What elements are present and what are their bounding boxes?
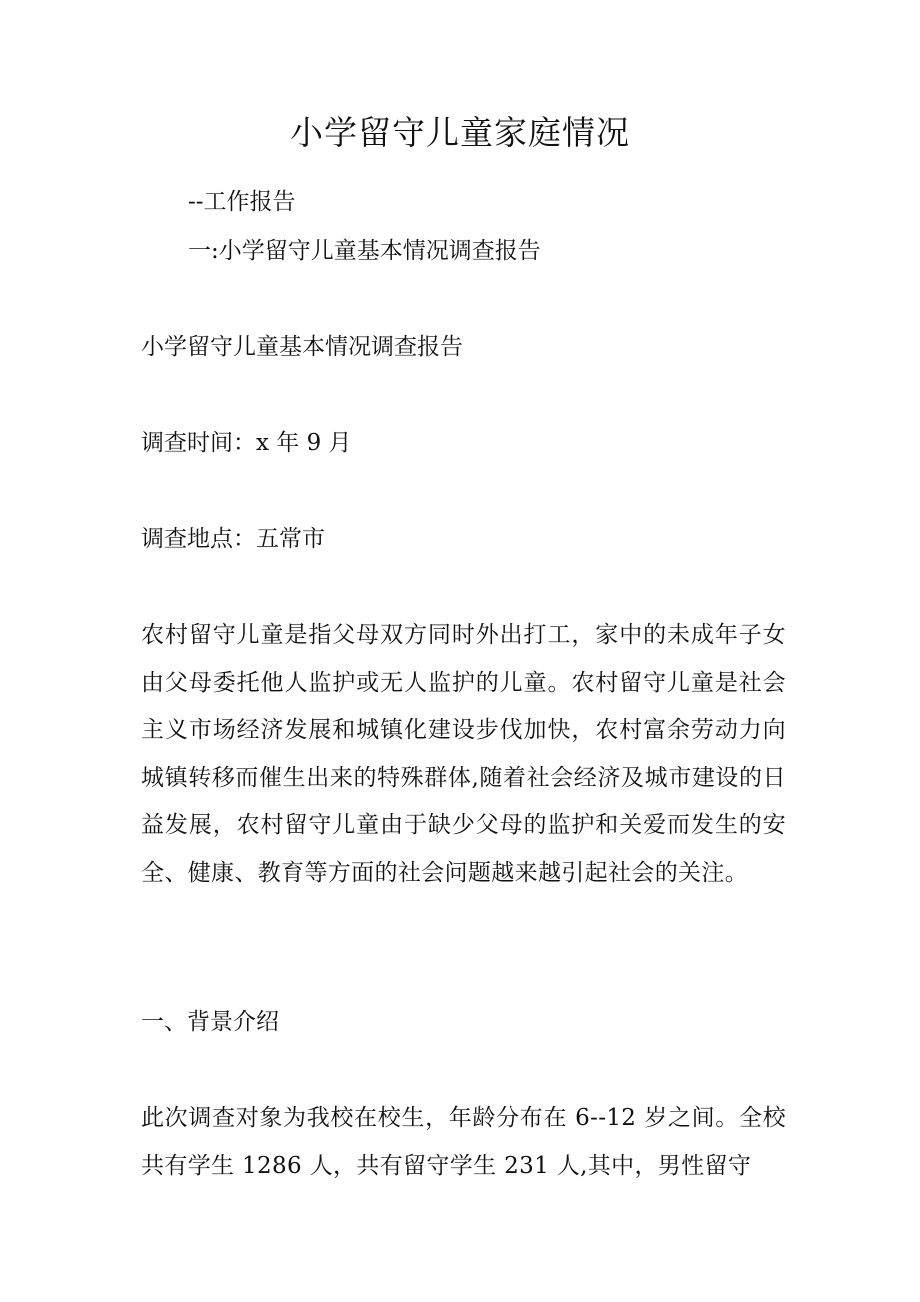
background-paragraph: 此次调查对象为我校在校生，年龄分布在 6--12 岁之间。全校共有学生 1286 人，共有留守学生 231 人,其中，男性留守 — [141, 1105, 786, 1179]
survey-time: 调查时间：x 年 9 月 — [141, 430, 352, 456]
intro-paragraph: 农村留守儿童是指父母双方同时外出打工，家中的未成年子女由父母委托他人监护或无人监护的儿童。农村留守儿童是社会主义市场经济发展和城镇化建设步伐加快，农村富余劳动力向城镇转移而催生出来的特殊群体,随着社会经济及城市建设的日益发展，农村留守儿童由于缺少父母的监护和关爱而发生的安全、健康、教育等方面的社会问题越来越引起社会的关注。 — [141, 622, 786, 886]
document-title: 小学留守儿童家庭情况 — [290, 113, 630, 152]
section-heading: 一:小学留守儿童基本情况调查报告 — [188, 238, 541, 264]
survey-location: 调查地点：五常市 — [141, 526, 325, 552]
report-title: 小学留守儿童基本情况调查报告 — [141, 334, 463, 360]
background-heading: 一、背景介绍 — [141, 1009, 279, 1035]
document-subtitle: --工作报告 — [188, 189, 296, 215]
